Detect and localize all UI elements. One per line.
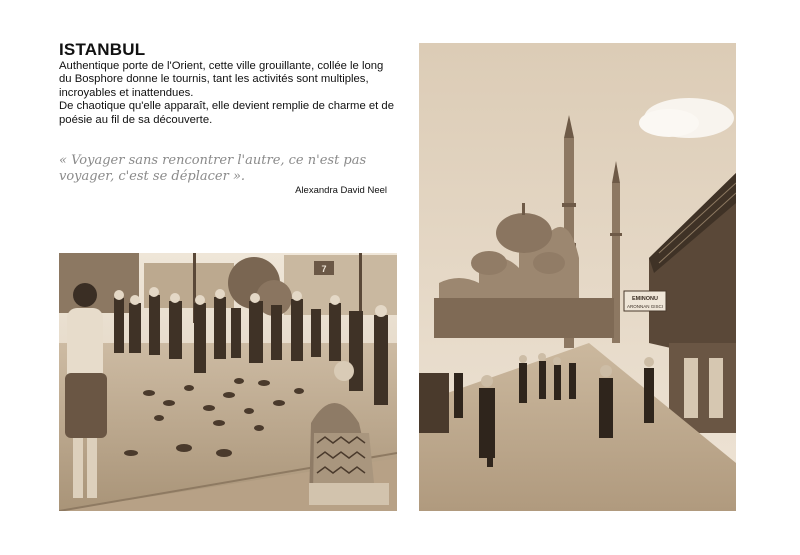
article-intro	[59, 60, 399, 127]
photo-mosque-street	[419, 43, 736, 511]
photo-pigeon-square	[59, 253, 397, 511]
intro-paragraph-1: Authentique porte de l'Orient, cette ville grouillante, collée le long du Bosphore donne le tournis, tant les activités sont multiples, incroyables et inattendues.	[59, 60, 384, 99]
photo-left-sign-text: 7	[321, 264, 327, 274]
intro-paragraph-2: De chaotique qu'elle apparaît, elle devient remplie de charme et de poésie au fil de sa découverte.	[59, 100, 394, 126]
photo-right-sign-line1: EMINONU	[632, 296, 658, 302]
travel-quote: « Voyager sans rencontrer l'autre, ce n'est pas voyager, c'est se déplacer ».	[59, 153, 367, 184]
article-title: ISTANBUL	[59, 40, 146, 59]
photo-right-sign-line2: ARONNAN GISCI	[626, 304, 664, 309]
quote-author: Alexandra David Neel	[295, 185, 387, 196]
